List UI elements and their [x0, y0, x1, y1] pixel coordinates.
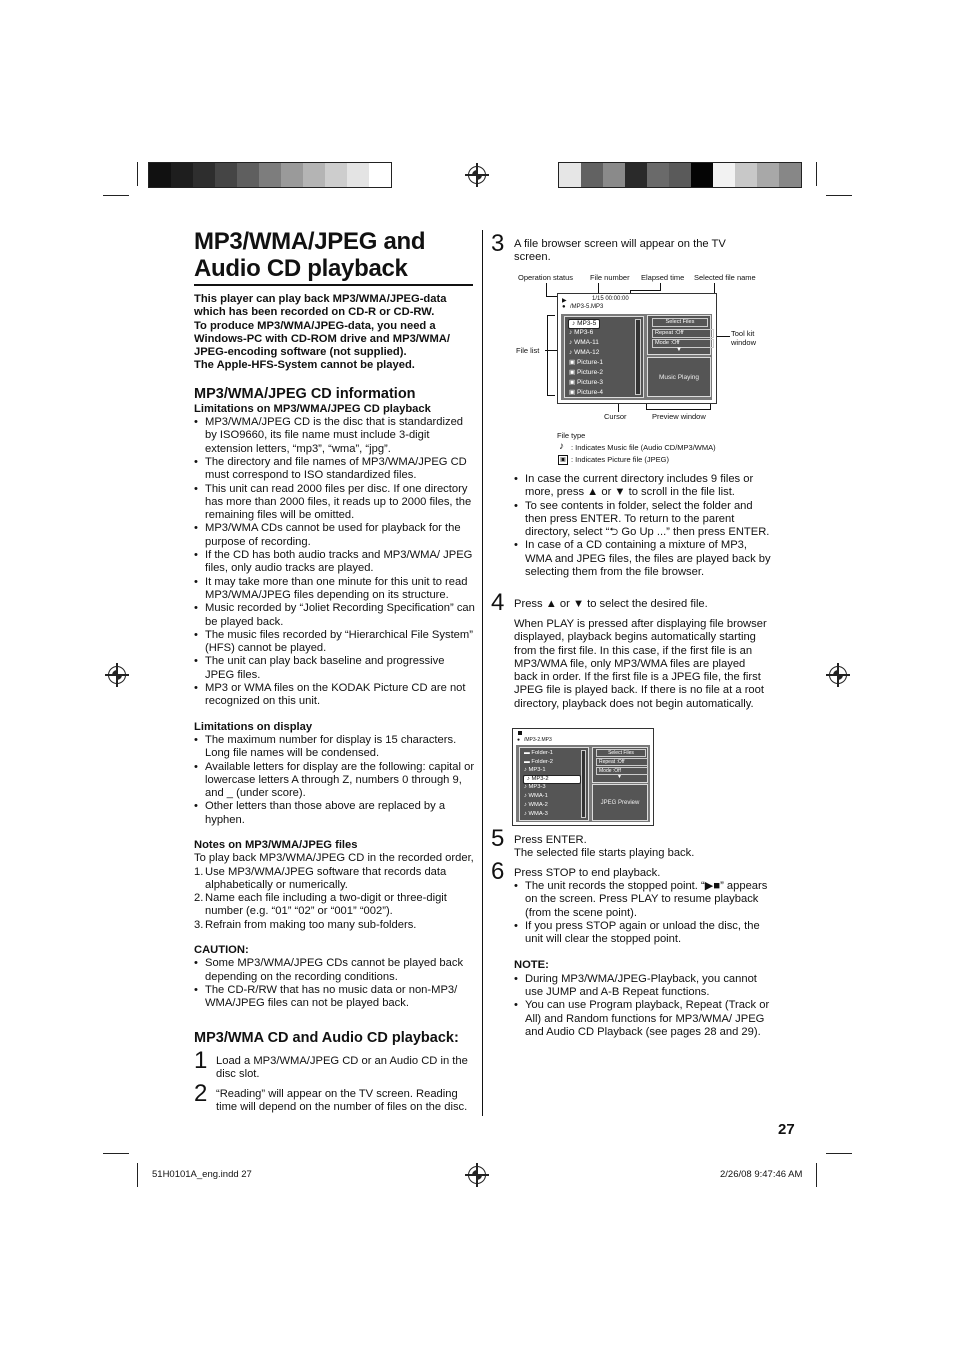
file-item: ♪ MP3-3 — [524, 784, 546, 790]
color-swatch — [325, 163, 347, 187]
label-elapsed-time: Elapsed time — [641, 273, 685, 282]
color-swatch — [149, 163, 171, 187]
section-heading-info: MP3/WMA/JPEG CD information — [194, 385, 416, 402]
color-swatch — [779, 163, 801, 187]
step-number: 6 — [491, 858, 505, 885]
step6-bullets — [514, 880, 772, 1039]
file-item: ♪ WMA-11 — [569, 339, 599, 346]
file-name: Folder-2 — [531, 759, 554, 765]
list-item: • To see contents in folder, select the folder and then press ENTER. To return to the parent directory, select “⮌ Go Up ...” then press ENTER. — [514, 500, 772, 540]
subheading-notes: Notes on MP3/WMA/JPEG files — [194, 838, 358, 851]
file-name: Picture-4 — [576, 389, 603, 396]
step-number: 3 — [491, 230, 505, 257]
file-name: WMA-11 — [574, 339, 599, 346]
list-item: • The unit can play back baseline and progressive JPEG files. — [194, 655, 476, 682]
color-swatch — [303, 163, 325, 187]
file-item: ♪ WMA-2 — [524, 802, 548, 808]
leader-line — [547, 395, 555, 396]
note-heading: NOTE: — [514, 959, 549, 972]
label-file-number: File number — [590, 273, 630, 282]
step5-sub: The selected file starts playing back. — [514, 847, 695, 859]
list-item: • In case of a CD containing a mixture of MP3, WMA and JPEG files, the files are played back by selecting them from the file browser. — [514, 539, 772, 579]
item-text: Name each file including a two-digit or three-digit number (e.g. “01” “02” or “001” “002”). — [205, 892, 447, 918]
toolkit-repeat: Repeat :Off — [652, 329, 714, 338]
toolkit-mode: Mode :Off — [652, 339, 714, 348]
intro-line: To produce MP3/WMA/JPEG-data, you need a Windows-PC with CD-ROM drive and MP3/WMA/ JPEG-encoding software (not supplied). — [194, 319, 450, 359]
file-item: ♪ MP3-1 — [524, 767, 546, 773]
color-swatch — [625, 163, 647, 187]
scrollbar — [581, 750, 586, 818]
list-item: • It may take more than one minute for this unit to read MP3/WMA/JPEG files depending on its structure. — [194, 576, 476, 603]
step-number: 1 — [194, 1047, 208, 1074]
notes-list — [194, 866, 476, 932]
toolkit-title: Select Files — [596, 749, 646, 757]
crop-mark — [826, 195, 852, 196]
list-item: • The maximum number for display is 15 characters. Long file names will be condensed. — [194, 734, 476, 761]
crop-mark — [826, 1153, 852, 1154]
color-swatch — [369, 163, 391, 187]
file-item: ▣ Picture-1 — [569, 359, 603, 366]
chevron-down-icon: ▼ — [617, 774, 622, 780]
list-item: • During MP3/WMA/JPEG-Playback, you cannot use JUMP and A-B Repeat functions. — [514, 973, 772, 1000]
step-number: 5 — [491, 825, 505, 852]
path-line: /MP3-5.MP3 — [570, 304, 604, 310]
file-item: ▣ Picture-4 — [569, 389, 603, 396]
leader-line — [547, 315, 548, 395]
list-item — [194, 866, 476, 893]
list-item: • In case the current directory includes 9 files or more, press ▲ or ▼ to scroll in the file list. — [514, 473, 772, 500]
step-text: Press ENTER. — [514, 834, 587, 846]
registration-mark-icon — [468, 166, 486, 184]
item-number: 1. — [194, 865, 204, 878]
browser-panel — [561, 314, 712, 400]
tv-screen — [557, 293, 717, 404]
file-name: Picture-2 — [576, 369, 603, 376]
color-swatch — [237, 163, 259, 187]
list-item: • The directory and file names of MP3/WMA/JPEG CD must correspond to ISO standardized files. — [194, 456, 476, 483]
left-column — [194, 293, 476, 1047]
color-swatch — [281, 163, 303, 187]
list-item: • Available letters for display are the following: capital or lowercase letters A through Z, numbers 0 through 9, and _ (under score). — [194, 761, 476, 801]
color-swatch — [735, 163, 757, 187]
status-line: 1/15 00:00:00 — [592, 296, 629, 302]
music-note-icon: ♪ — [559, 441, 564, 452]
file-name: WMA-3 — [528, 811, 548, 817]
registration-mark-icon — [829, 666, 847, 684]
color-swatch — [669, 163, 691, 187]
chevron-down-icon: ▼ — [676, 347, 682, 353]
label-preview: Preview window — [652, 412, 706, 421]
list-item: • The music files recorded by “Hierarchical File System” (HFS) cannot be played. — [194, 629, 476, 656]
label-tool-kit: Tool kit window — [731, 329, 757, 347]
scrollbar — [635, 319, 641, 395]
caution-list — [194, 957, 476, 1010]
color-swatch — [581, 163, 603, 187]
file-type-picture: : Indicates Picture file (JPEG) — [571, 455, 669, 464]
list-item: • Music recorded by “Joliet Recording Specification” can be played back. — [194, 602, 476, 629]
list-item — [194, 919, 476, 932]
caution-heading: CAUTION: — [194, 944, 249, 957]
notes-intro: To play back MP3/WMA/JPEG CD in the recorded order, — [194, 852, 474, 865]
list-item: • If the CD has both audio tracks and MP3/WMA/ JPEG files, only audio tracks are played. — [194, 549, 476, 576]
file-name: WMA-2 — [528, 802, 548, 808]
list-item: • Some MP3/WMA/JPEG CDs cannot be played back depending on the recording conditions. — [194, 957, 476, 984]
list-item: • This unit can read 2000 files per disc. If one directory has more than 2000 files, it reads up to 2000 files, the remaining files will be omitted. — [194, 483, 476, 523]
step-text: “Reading” will appear on the TV screen. Reading time will depend on the number of files on the disc. — [216, 1088, 468, 1114]
color-swatch — [193, 163, 215, 187]
color-swatch — [347, 163, 369, 187]
file-item: ♪ MP3-6 — [569, 329, 594, 336]
subheading-limits: Limitations on MP3/WMA/JPEG CD playback — [194, 402, 431, 415]
step-text: Press ▲ or ▼ to select the desired file. — [514, 598, 708, 610]
color-bar-left — [148, 162, 392, 188]
section-heading-playback: MP3/WMA CD and Audio CD playback: — [194, 1029, 459, 1046]
file-item: ♪ WMA-12 — [569, 349, 600, 356]
toolkit-title: Select Files — [652, 318, 708, 327]
color-bar-right — [558, 162, 802, 188]
tool-kit-window — [647, 315, 711, 355]
color-swatch — [713, 163, 735, 187]
file-name: Picture-1 — [576, 359, 603, 366]
browser-panel — [516, 745, 650, 822]
label-operation-status: Operation status — [518, 273, 574, 282]
list-item: • MP3 or WMA files on the KODAK Picture CD are not recognized on this unit. — [194, 682, 476, 709]
display-list — [194, 734, 476, 827]
file-item: ▣ Picture-2 — [569, 369, 603, 376]
crop-mark — [103, 1153, 129, 1154]
file-name: WMA-12 — [574, 349, 600, 356]
file-name: MP3-5 — [577, 320, 597, 327]
leader-line — [547, 315, 555, 316]
color-swatch — [603, 163, 625, 187]
label-selected-file: Selected file name — [694, 273, 756, 282]
crop-mark — [816, 1163, 817, 1187]
file-list — [519, 747, 589, 821]
jpeg-browser-screen — [512, 728, 654, 826]
item-text: Use MP3/WMA/JPEG software that records data alphabetically or numerically. — [205, 865, 447, 891]
file-item: ♪ WMA-1 — [524, 793, 548, 799]
file-item-selected: ♪ MP3-5 — [568, 319, 600, 329]
list-item: • If you press STOP again or unload the disc, the unit will clear the stopped point. — [514, 920, 772, 947]
column-divider — [482, 230, 483, 1116]
file-type-music: : Indicates Music file (Audio CD/MP3/WMA) — [571, 443, 716, 452]
file-item: ▬ Folder-1 — [524, 750, 554, 756]
list-item: • Other letters than those above are replaced by a hyphen. — [194, 800, 476, 827]
file-name: MP3-2 — [531, 776, 549, 782]
picture-icon: ▣ — [558, 455, 568, 465]
color-swatch — [757, 163, 779, 187]
file-list — [564, 316, 644, 398]
preview-window: JPEG Preview — [592, 784, 648, 821]
toolkit-mode: Mode :Off — [596, 767, 648, 775]
list-item: • The CD-R/RW that has no music data or non-MP3/ WMA/JPEG files can not be played back. — [194, 984, 476, 1011]
intro-line: The Apple-HFS-System cannot be played. — [194, 359, 415, 372]
file-name: WMA-1 — [528, 793, 548, 799]
limits-list — [194, 416, 476, 709]
color-swatch — [559, 163, 581, 187]
leader-line — [546, 283, 547, 297]
registration-mark-icon — [468, 1166, 486, 1184]
color-swatch — [171, 163, 193, 187]
step-number: 2 — [194, 1080, 208, 1107]
file-item: ▣ Picture-3 — [569, 379, 603, 386]
label-cursor: Cursor — [604, 412, 627, 421]
leader-line — [646, 409, 710, 410]
intro-line: This player can play back MP3/WMA/JPEG-data which has been recorded on CD-R or CD-RW. — [194, 293, 447, 319]
file-item-selected: ♪ MP3-2 — [523, 775, 581, 784]
item-text: Refrain from making too many sub-folders. — [205, 918, 417, 931]
page-title: MP3/WMA/JPEG and Audio CD playback — [194, 228, 426, 282]
list-item: • MP3/WMA CDs cannot be used for playback for the purpose of recording. — [194, 522, 476, 549]
step-text: Press STOP to end playback. — [514, 867, 661, 879]
file-name: Picture-3 — [576, 379, 603, 386]
step-text: A file browser screen will appear on the TV screen. — [514, 238, 726, 264]
step-number: 4 — [491, 589, 505, 616]
path-line: /MP3-2.MP3 — [524, 737, 552, 743]
toolkit-repeat: Repeat :Off — [596, 758, 648, 766]
crop-mark — [137, 1163, 138, 1187]
color-swatch — [215, 163, 237, 187]
label-file-list: File list — [516, 346, 540, 355]
list-item: • You can use Program playback, Repeat (Track or All) and Random functions for MP3/WMA/ JPEG and Audio CD Playback (see pages 28 and 29). — [514, 999, 772, 1039]
crop-mark — [137, 162, 138, 186]
leader-line — [630, 290, 661, 291]
preview-window: Music Playing — [647, 357, 711, 397]
file-name: MP3-1 — [528, 767, 546, 773]
crop-mark — [816, 162, 817, 186]
file-type-heading: File type — [557, 431, 586, 440]
step-text: Load a MP3/WMA/JPEG CD or an Audio CD in the disc slot. — [216, 1055, 468, 1081]
step3-bullets — [514, 473, 772, 579]
footer-file-name: 51H0101A_eng.indd 27 — [152, 1169, 252, 1180]
tool-kit-window — [592, 747, 648, 783]
step4-body: When PLAY is pressed after displaying file browser displayed, playback begins automatically starting from the first file. In this case, if the first file is an MP3/WMA file, only MP3/WMA files are played back in order. If the first file is a JPEG file, the first JPEG file is played back. If there is no file at a root directory, playback does not begin automatically. — [514, 618, 767, 710]
item-number: 3. — [194, 918, 204, 931]
disc-icon: ● — [562, 304, 566, 310]
list-item: • The unit records the stopped point. “▶■” appears on the screen. Press PLAY to resume playback (from the scene point). — [514, 880, 772, 920]
disc-icon: ● — [517, 737, 521, 743]
subheading-display: Limitations on display — [194, 720, 313, 733]
play-icon: ▶ — [562, 298, 567, 304]
footer-timestamp: 2/26/08 9:47:46 AM — [720, 1169, 803, 1180]
file-name: MP3-6 — [574, 329, 594, 336]
item-number: 2. — [194, 892, 204, 905]
registration-mark-icon — [108, 666, 126, 684]
page-number: 27 — [778, 1121, 795, 1138]
list-item — [194, 892, 476, 919]
color-swatch — [647, 163, 669, 187]
crop-mark — [103, 195, 129, 196]
file-item: ▬ Folder-2 — [524, 759, 554, 765]
color-swatch — [259, 163, 281, 187]
title-rule — [194, 284, 473, 286]
file-name: Folder-1 — [531, 750, 554, 756]
file-name: MP3-3 — [528, 784, 546, 790]
stop-icon — [518, 731, 522, 735]
file-item: ♪ WMA-3 — [524, 811, 548, 817]
color-swatch — [691, 163, 713, 187]
list-item: • MP3/WMA/JPEG CD is the disc that is standardized by ISO9660, its file name must include 3-digit extension letters, “mp3”, “wma”, “jpg”. — [194, 416, 476, 456]
